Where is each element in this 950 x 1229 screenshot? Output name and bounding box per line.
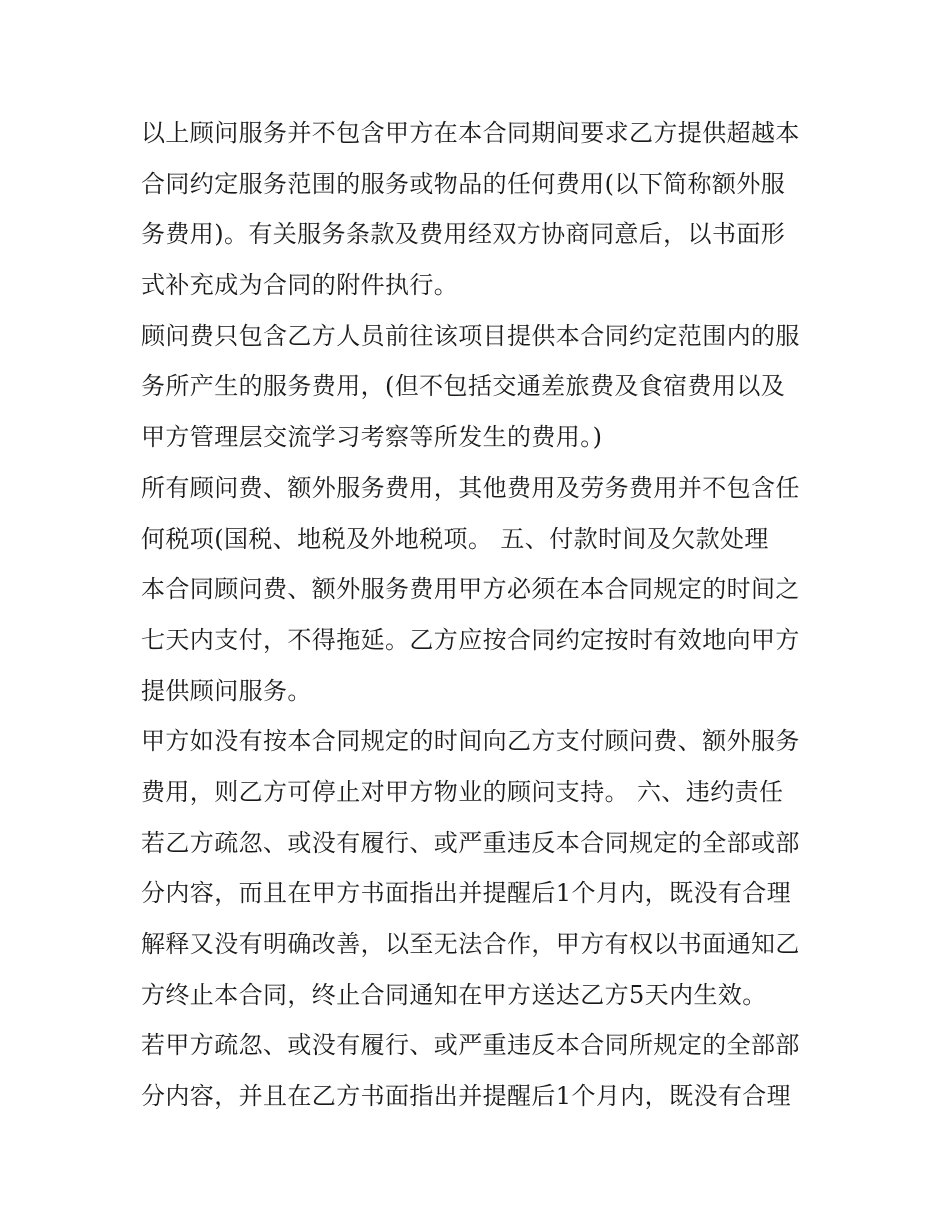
text-line: 何税项(国税、地税及外地税项。 五、付款时间及欠款处理	[141, 524, 769, 553]
text-line: 提供顾问服务。	[141, 676, 312, 705]
text-line: 务所产生的服务费用，(但不包括交通差旅费及食宿费用以及	[141, 372, 786, 401]
text-line: 若甲方疏忽、或没有履行、或严重违反本合同所规定的全部部	[141, 1031, 800, 1060]
text-line: 以上顾问服务并不包含甲方在本合同期间要求乙方提供超越本	[141, 119, 800, 147]
document-body	[141, 108, 821, 1122]
text-line: 本合同顾问费、额外服务费用甲方必须在本合同规定的时间之	[141, 575, 800, 604]
text-line: 所有顾问费、额外服务费用，其他费用及劳务费用并不包含任	[141, 473, 800, 502]
text-line: 七天内支付，不得拖延。乙方应按合同约定按时有效地向甲方	[141, 625, 800, 654]
text-line: 顾问费只包含乙方人员前往该项目提供本合同约定范围内的服	[141, 321, 800, 350]
text-line: 解释又没有明确改善，以至无法合作，甲方有权以书面通知乙	[141, 930, 800, 958]
text-line: 甲方管理层交流学习考察等所发生的费用。)	[141, 423, 603, 452]
text-line: 式补充成为合同的附件执行。	[141, 271, 459, 300]
text-line: 务费用)。有关服务条款及费用经双方协商同意后，以书面形	[141, 220, 786, 249]
text-line: 方终止本合同，终止合同通知在甲方送达乙方5天内生效。	[141, 980, 767, 1009]
text-line: 合同约定服务范围的服务或物品的任何费用(以下简称额外服	[141, 169, 786, 198]
text-line: 若乙方疏忽、或没有履行、或严重违反本合同规定的全部或部	[141, 828, 800, 857]
text-line: 分内容，并且在乙方书面指出并提醒后1个月内，既没有合理	[141, 1082, 792, 1111]
text-line: 甲方如没有按本合同规定的时间向乙方支付顾问费、额外服务	[141, 727, 800, 756]
text-line: 分内容，而且在甲方书面指出并提醒后1个月内，既没有合理	[141, 879, 792, 908]
text-line: 费用，则乙方可停止对甲方物业的顾问支持。 六、违约责任	[141, 777, 784, 806]
